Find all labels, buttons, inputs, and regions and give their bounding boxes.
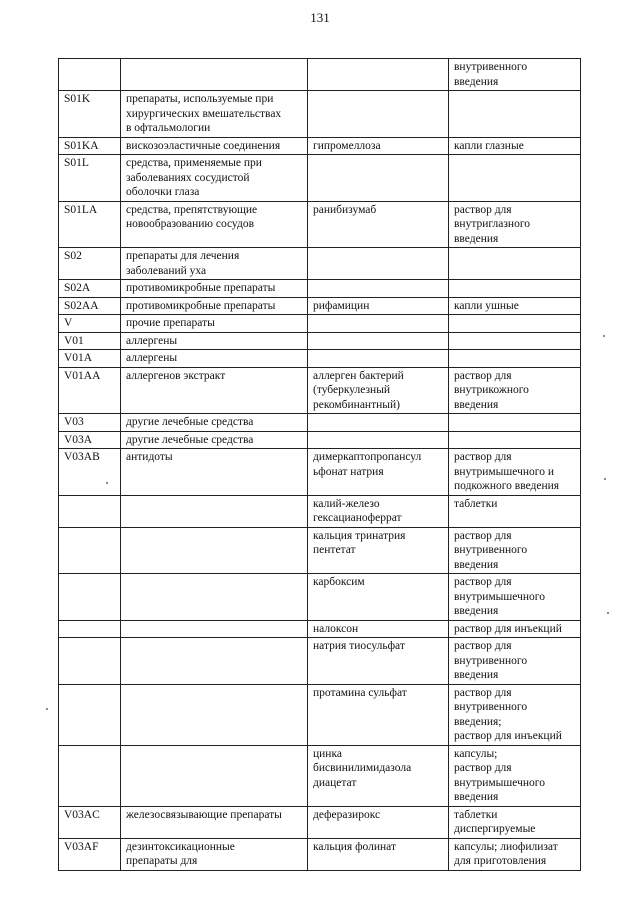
dosage-form-cell xyxy=(449,91,581,138)
atc-code-cell: V03AB xyxy=(59,449,121,496)
atc-code-cell: S01LA xyxy=(59,201,121,248)
drug-name-cell: аллерген бактерий (туберкулезный рекомбинантный) xyxy=(308,367,449,414)
drug-name-cell: димеркаптопропансул ьфонат натрия xyxy=(308,449,449,496)
group-name-cell: средства, применяемые при заболеваниях сосудистой оболочки глаза xyxy=(121,155,308,202)
drug-name-cell xyxy=(308,350,449,368)
dosage-form-cell: капсулы; раствор для внутримышечного введения xyxy=(449,745,581,806)
table-row xyxy=(59,315,581,333)
group-name-cell xyxy=(121,574,308,621)
dosage-form-cell xyxy=(449,414,581,432)
dosage-form-cell: таблетки диспергируемые xyxy=(449,806,581,838)
dosage-form-cell: раствор для внутримышечного и подкожного введения xyxy=(449,449,581,496)
group-name-cell: противомикробные препараты xyxy=(121,280,308,298)
table-row xyxy=(59,155,581,202)
atc-code-cell xyxy=(59,527,121,574)
atc-code-cell: S02AA xyxy=(59,297,121,315)
atc-code-cell xyxy=(59,59,121,91)
scan-speck xyxy=(106,482,108,484)
dosage-form-cell: внутривенного введения xyxy=(449,59,581,91)
group-name-cell xyxy=(121,745,308,806)
group-name-cell: аллергены xyxy=(121,332,308,350)
drug-name-cell xyxy=(308,59,449,91)
table-row xyxy=(59,297,581,315)
table-row xyxy=(59,527,581,574)
group-name-cell: препараты, используемые при хирургических вмешательствах в офтальмологии xyxy=(121,91,308,138)
scan-speck xyxy=(46,708,48,710)
table-row xyxy=(59,431,581,449)
drug-name-cell: натрия тиосульфат xyxy=(308,638,449,685)
group-name-cell: прочие препараты xyxy=(121,315,308,333)
dosage-form-cell xyxy=(449,350,581,368)
atc-code-cell: V03A xyxy=(59,431,121,449)
dosage-form-cell: капли ушные xyxy=(449,297,581,315)
drug-name-cell: протамина сульфат xyxy=(308,684,449,745)
dosage-form-cell: раствор для внутриглазного введения xyxy=(449,201,581,248)
atc-code-cell: V01A xyxy=(59,350,121,368)
atc-code-cell xyxy=(59,495,121,527)
drug-name-cell: деферазирокс xyxy=(308,806,449,838)
group-name-cell: другие лечебные средства xyxy=(121,431,308,449)
table-row xyxy=(59,745,581,806)
dosage-form-cell xyxy=(449,280,581,298)
dosage-form-cell xyxy=(449,315,581,333)
table-row xyxy=(59,449,581,496)
group-name-cell: аллергенов экстракт xyxy=(121,367,308,414)
dosage-form-cell xyxy=(449,431,581,449)
group-name-cell xyxy=(121,638,308,685)
drug-name-cell xyxy=(308,155,449,202)
table-row xyxy=(59,620,581,638)
dosage-form-cell: раствор для инъекций xyxy=(449,620,581,638)
dosage-form-cell xyxy=(449,155,581,202)
drug-name-cell: карбоксим xyxy=(308,574,449,621)
page-number: 131 xyxy=(310,10,330,25)
table-row xyxy=(59,414,581,432)
drug-name-cell: ранибизумаб xyxy=(308,201,449,248)
atc-code-cell: V xyxy=(59,315,121,333)
dosage-form-cell: раствор для внутривенного введения xyxy=(449,527,581,574)
group-name-cell: средства, препятствующие новообразованию сосудов xyxy=(121,201,308,248)
drug-name-cell: гипромеллоза xyxy=(308,137,449,155)
atc-code-cell: V03 xyxy=(59,414,121,432)
table-row xyxy=(59,350,581,368)
group-name-cell xyxy=(121,684,308,745)
dosage-form-cell: таблетки xyxy=(449,495,581,527)
table-row xyxy=(59,248,581,280)
group-name-cell xyxy=(121,495,308,527)
drug-name-cell xyxy=(308,332,449,350)
dosage-form-cell: капли глазные xyxy=(449,137,581,155)
atc-code-cell: S01K xyxy=(59,91,121,138)
table-row xyxy=(59,806,581,838)
drug-classification-table xyxy=(58,58,581,871)
table-row xyxy=(59,59,581,91)
atc-code-cell: V01AA xyxy=(59,367,121,414)
group-name-cell: антидоты xyxy=(121,449,308,496)
atc-code-cell: S02 xyxy=(59,248,121,280)
table-row xyxy=(59,638,581,685)
atc-code-cell: V01 xyxy=(59,332,121,350)
atc-code-cell: S01KA xyxy=(59,137,121,155)
atc-code-cell: V03AF xyxy=(59,838,121,870)
drug-name-cell xyxy=(308,280,449,298)
drug-name-cell: кальция фолинат xyxy=(308,838,449,870)
drug-name-cell xyxy=(308,248,449,280)
scan-speck xyxy=(603,335,605,337)
atc-code-cell: V03AC xyxy=(59,806,121,838)
atc-code-cell xyxy=(59,574,121,621)
drug-name-cell: калий-железо гексацианоферрат xyxy=(308,495,449,527)
table-row xyxy=(59,495,581,527)
group-name-cell xyxy=(121,59,308,91)
drug-name-cell: кальция тринатрия пентетат xyxy=(308,527,449,574)
atc-code-cell xyxy=(59,745,121,806)
dosage-form-cell xyxy=(449,332,581,350)
dosage-form-cell: раствор для внутримышечного введения xyxy=(449,574,581,621)
group-name-cell: другие лечебные средства xyxy=(121,414,308,432)
drug-name-cell xyxy=(308,91,449,138)
table-row xyxy=(59,684,581,745)
atc-code-cell xyxy=(59,684,121,745)
table-row xyxy=(59,280,581,298)
scan-speck xyxy=(607,612,609,614)
group-name-cell: аллергены xyxy=(121,350,308,368)
group-name-cell: железосвязывающие препараты xyxy=(121,806,308,838)
group-name-cell: противомикробные препараты xyxy=(121,297,308,315)
atc-code-cell: S01L xyxy=(59,155,121,202)
scan-speck xyxy=(604,478,606,480)
drug-name-cell xyxy=(308,315,449,333)
dosage-form-cell: раствор для внутрикожного введения xyxy=(449,367,581,414)
dosage-form-cell: раствор для внутривенного введения; раствор для инъекций xyxy=(449,684,581,745)
drug-name-cell: налоксон xyxy=(308,620,449,638)
dosage-form-cell: капсулы; лиофилизат для приготовления xyxy=(449,838,581,870)
table-body xyxy=(59,59,581,871)
table-row xyxy=(59,137,581,155)
drug-name-cell: рифамицин xyxy=(308,297,449,315)
drug-name-cell xyxy=(308,431,449,449)
group-name-cell: препараты для лечения заболеваний уха xyxy=(121,248,308,280)
dosage-form-cell: раствор для внутривенного введения xyxy=(449,638,581,685)
drug-name-cell xyxy=(308,414,449,432)
table-row xyxy=(59,332,581,350)
atc-code-cell xyxy=(59,620,121,638)
table-row xyxy=(59,574,581,621)
group-name-cell xyxy=(121,620,308,638)
atc-code-cell xyxy=(59,638,121,685)
table-row xyxy=(59,838,581,870)
group-name-cell xyxy=(121,527,308,574)
group-name-cell: вискозоэластичные соединения xyxy=(121,137,308,155)
atc-code-cell: S02A xyxy=(59,280,121,298)
group-name-cell: дезинтоксикационные препараты для xyxy=(121,838,308,870)
table-row xyxy=(59,91,581,138)
drug-name-cell: цинка бисвинилимидазола диацетат xyxy=(308,745,449,806)
table-row xyxy=(59,201,581,248)
table-row xyxy=(59,367,581,414)
dosage-form-cell xyxy=(449,248,581,280)
